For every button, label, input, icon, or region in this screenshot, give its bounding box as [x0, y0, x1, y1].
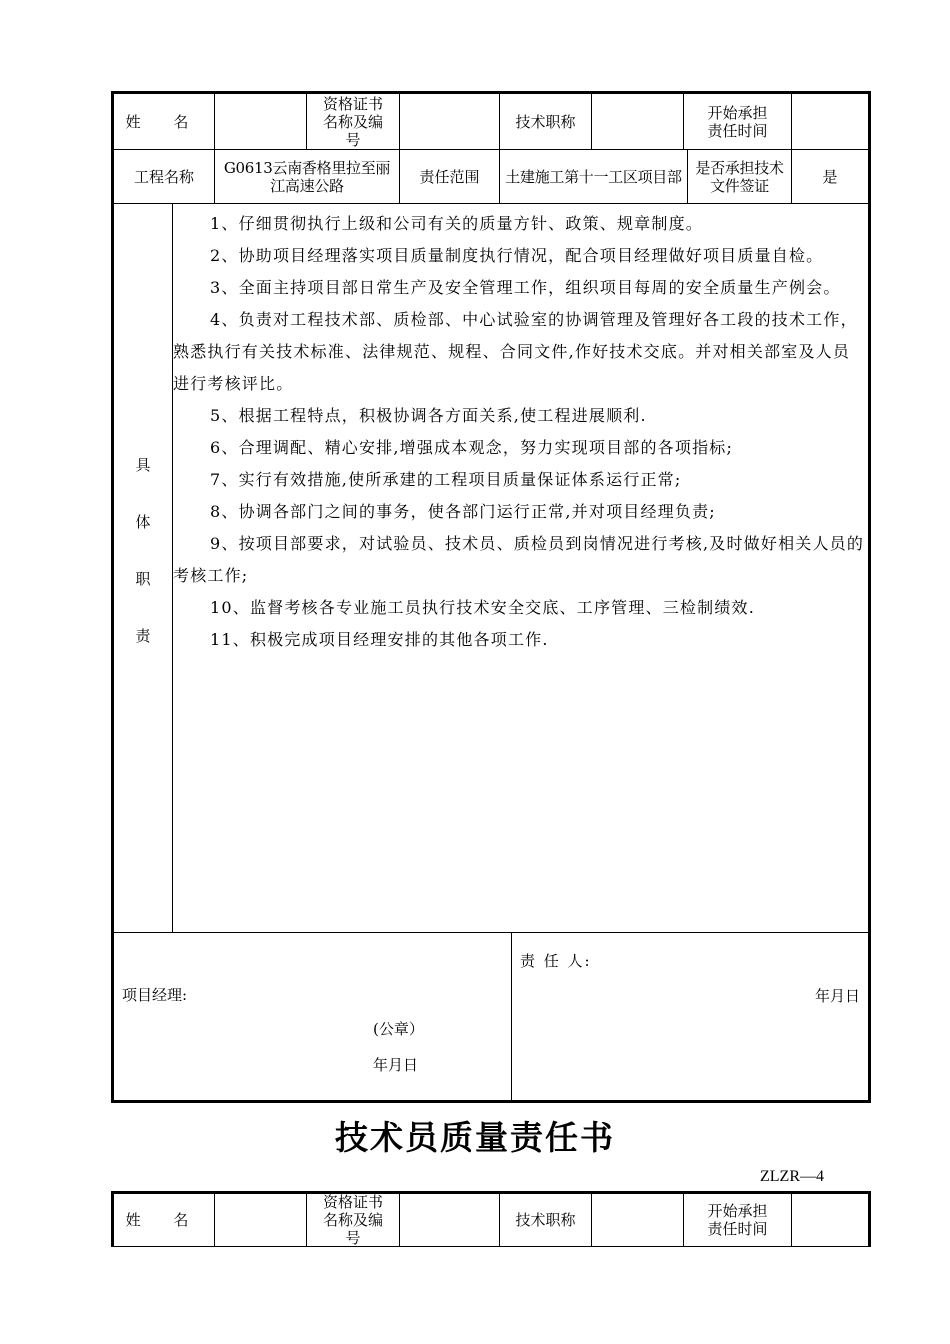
- duty-item: 7、实行有效措施,使所承建的工程项目质量保证体系运行正常;: [210, 470, 682, 489]
- duty-item: 10、监督考核各专业施工员执行技术安全交底、工序管理、三检制绩效.: [210, 598, 756, 617]
- duty-item: 5、根据工程特点，积极协调各方面关系,使工程进展顺利.: [210, 406, 647, 425]
- duties-label-char: 责: [135, 626, 151, 645]
- responsible-label: 责 任 人:: [520, 952, 592, 970]
- start-time-label: 开始承担责任时间: [683, 1194, 791, 1246]
- project-row: [114, 149, 868, 204]
- start-time-value: [791, 94, 868, 149]
- duties-row: [114, 203, 868, 933]
- signature-row: [114, 932, 868, 1100]
- duty-item: 8、协调各部门之间的事务，使各部门运行正常,并对项目经理负责;: [210, 502, 716, 521]
- responsible-signature-area: [511, 933, 868, 1100]
- duty-item: 3、全面主持项目部日常生产及安全管理工作，组织项目每周的安全质量生产例会。: [210, 278, 841, 297]
- cert-label: 资格证书名称及编号: [306, 94, 399, 149]
- scope-label: 责任范围: [399, 150, 499, 204]
- duties-label-char: 职: [135, 569, 151, 588]
- manager-label: 项目经理:: [122, 986, 188, 1004]
- duties-label: [114, 204, 172, 933]
- tech-title-label: 技术职称: [499, 1194, 591, 1246]
- scope-value: 土建施工第十一工区项目部: [499, 150, 687, 204]
- cert-label: 资格证书名称及编号: [306, 1194, 399, 1246]
- start-time-label: 开始承担责任时间: [683, 94, 791, 149]
- name-value: [214, 1194, 306, 1246]
- responsibility-form: [111, 91, 871, 1103]
- tech-title-value: [591, 1194, 683, 1246]
- seal-label: (公章）: [373, 1020, 424, 1038]
- project-name-label: 工程名称: [133, 168, 194, 186]
- name-value: [214, 94, 306, 149]
- duty-item: 6、合理调配、精心安排,增强成本观念，努力实现项目部的各项指标;: [210, 438, 734, 457]
- manager-signature-area: [114, 933, 511, 1100]
- duty-item: 11、积极完成项目经理安排的其他各项工作.: [210, 630, 549, 649]
- tech-title-value: [591, 94, 683, 149]
- name-label: 姓 名: [125, 112, 203, 131]
- manager-date: 年月日: [373, 1056, 419, 1074]
- duties-label-char: 体: [135, 512, 151, 531]
- responsible-date: 年月日: [814, 987, 860, 1005]
- header-row: [114, 94, 868, 149]
- start-time-value: [791, 1194, 868, 1246]
- duty-item: 9、按项目部要求，对试验员、技术员、质检员到岗情况进行考核,及时做好相关人员的考核工作;: [173, 534, 865, 585]
- duty-item: 2、协助项目经理落实项目质量制度执行情况，配合项目经理做好项目质量自检。: [210, 246, 824, 265]
- next-header-row: [114, 1194, 868, 1246]
- tech-sign-label: 是否承担技术文件签证: [687, 150, 791, 204]
- name-label: 姓 名: [125, 1211, 203, 1229]
- tech-sign-value: 是: [791, 150, 868, 204]
- duty-item: 1、仔细贯彻执行上级和公司有关的质量方针、政策、规章制度。: [210, 214, 703, 233]
- cert-value: [399, 94, 499, 149]
- next-form: [111, 1191, 871, 1247]
- duties-list: [172, 204, 868, 933]
- duties-label-char: 具: [135, 455, 151, 474]
- cert-value: [399, 1194, 499, 1246]
- duty-item: 4、负责对工程技术部、质检部、中心试验室的协调管理及管理好各工段的技术工作，熟悉执行有关技术标准、法律规范、规程、合同文件,作好技术交底。并对相关部室及人员进行考核评比。: [173, 310, 858, 393]
- form-code: ZLZR—4: [760, 1168, 824, 1185]
- page-title: 技术员质量责任书: [335, 1118, 615, 1157]
- project-name-value: G0613云南香格里拉至丽江高速公路: [214, 150, 399, 204]
- tech-title-label: 技术职称: [499, 94, 591, 149]
